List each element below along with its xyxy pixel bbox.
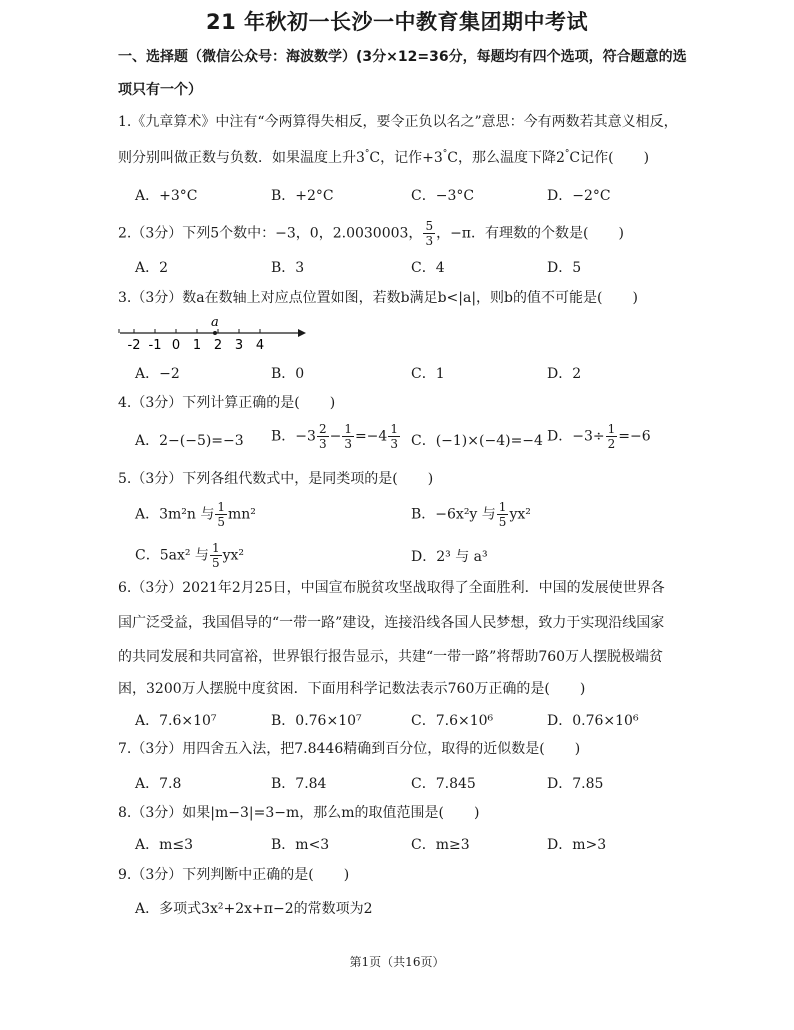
q1-option-d[interactable]: D．−2°C xyxy=(547,188,611,204)
q5-option-c[interactable]: C．5ax² 与 $\frac{1}{5}$ yx² xyxy=(135,541,244,570)
page-footer: 第1页（共16页） xyxy=(349,955,445,969)
q1-option-c[interactable]: C．−3°C xyxy=(411,188,475,204)
q7-stem xyxy=(118,738,580,758)
q5-stem xyxy=(118,468,433,488)
q1-text-c: C，那么温度下降2 xyxy=(447,150,565,166)
q3-option-b[interactable]: B．0 xyxy=(271,366,305,382)
degree-mark: ° xyxy=(442,149,448,159)
q7-text: 7.（3分）用四舍五入法，把7.8446精确到百分位，取得的近似数是( xyxy=(118,741,545,757)
q7-option-c[interactable]: C．7.845 xyxy=(411,776,476,792)
q6-line1: 6.（3分）2021年2月25日，中国宣布脱贫攻坚战取得了全面胜利．中国的发展使世界各 xyxy=(118,580,665,596)
q1-option-a[interactable]: A．+3°C xyxy=(135,188,198,204)
q5-text: 5.（3分）下列各组代数式中，是同类项的是( xyxy=(118,471,398,487)
tick-label: 3 xyxy=(234,338,244,353)
degree-mark: ° xyxy=(564,149,570,159)
q2-paren-close: ) xyxy=(618,225,624,242)
q3-option-a[interactable]: A．−2 xyxy=(135,366,180,382)
q3-paren-close: ) xyxy=(632,290,638,306)
q1-text-e: ) xyxy=(643,150,650,166)
q2-stem xyxy=(118,219,624,248)
q8-option-a[interactable]: A．m≤3 xyxy=(135,837,194,853)
q6-line3: 的共同发展和共同富裕，世界银行报告显示，共建“一带一路”将帮助760万人摆脱极端贫 xyxy=(118,649,664,665)
q6-option-d[interactable]: D．0.76×10⁶ xyxy=(547,713,639,729)
q1-text-b: C，记作+3 xyxy=(369,150,443,166)
q6-line4 xyxy=(118,678,585,698)
tick-label: 1 xyxy=(192,338,202,353)
q2-option-b[interactable]: B．3 xyxy=(271,260,305,276)
tick-label: 4 xyxy=(255,338,265,353)
q1-text-d: C记作( xyxy=(569,150,614,166)
q8-option-b[interactable]: B．m<3 xyxy=(271,837,330,853)
q1-line1: 1.《九章算术》中注有“今两算得失相反，要令正负以名之”意思：今有两数若其意义相反， xyxy=(118,114,678,130)
q5-paren-close: ) xyxy=(427,471,434,487)
q8-option-d[interactable]: D．m>3 xyxy=(547,837,607,853)
q6-text: 困，3200万人摆脱中度贫困．下面用科学记数法表示760万正确的是( xyxy=(118,681,550,697)
tick-label: -2 xyxy=(127,338,141,353)
tick-label: 0 xyxy=(171,338,181,353)
q4-option-d[interactable]: D．−3÷ $\frac{1}{2}$ =−6 xyxy=(547,422,651,451)
tick-label: 2 xyxy=(213,338,223,353)
q4-paren-close: ) xyxy=(329,395,336,411)
q9-option-a[interactable]: A．多项式3x²+2x+π−2的常数项为2 xyxy=(135,901,373,917)
q2-option-d[interactable]: D．5 xyxy=(547,260,582,276)
q4-stem xyxy=(118,392,335,412)
q2-text-a: 2.（3分）下列5个数中：−3，0，2.0030003， xyxy=(118,225,423,242)
q8-paren-close: ) xyxy=(474,805,480,821)
q2-text-b: ，−π．有理数的个数是( xyxy=(436,225,589,242)
q6-paren-close: ) xyxy=(579,681,586,697)
fraction: $\frac{5}{3}$ xyxy=(425,219,434,248)
point-a-marker xyxy=(213,331,217,335)
q2-option-c[interactable]: C．4 xyxy=(411,260,445,276)
degree-mark: ° xyxy=(364,149,370,159)
q5-option-b[interactable]: B．−6x²y 与 $\frac{1}{5}$ yx² xyxy=(411,500,531,529)
q1-text-a: 则分别叫做正数与负数．如果温度上升3 xyxy=(118,150,365,166)
q8-stem xyxy=(118,802,479,822)
q4-text: 4.（3分）下列计算正确的是( xyxy=(118,395,300,411)
q8-text: 8.（3分）如果|m−3|=3−m，那么m的取值范围是( xyxy=(118,805,444,821)
q7-paren-close: ) xyxy=(574,741,581,757)
q3-stem xyxy=(118,287,638,307)
q1-line2 xyxy=(118,147,649,167)
q7-option-b[interactable]: B．7.84 xyxy=(271,776,327,792)
q9-text: 9.（3分）下列判断中正确的是( xyxy=(118,867,314,883)
arrow-icon xyxy=(298,329,306,337)
q7-option-d[interactable]: D．7.85 xyxy=(547,776,604,792)
q4-option-c[interactable]: C．(−1)×(−4)=−4 xyxy=(411,433,543,449)
q9-stem xyxy=(118,864,349,884)
q3-text: 3.（3分）数a在数轴上对应点位置如图，若数b满足b<|a|，则b的值不可能是( xyxy=(118,290,603,306)
point-a-label: a xyxy=(211,315,219,330)
q5-option-a[interactable]: A．3m²n 与 $\frac{1}{5}$ mn² xyxy=(135,500,256,529)
q3-option-c[interactable]: C．1 xyxy=(411,366,445,382)
q6-line2: 国广泛受益，我国倡导的“一带一路”建设，连接沿线各国人民梦想，致力于实现沿线国家 xyxy=(118,615,665,631)
section-heading: 一、选择题（微信公众号：海波数学）(3分×12=36分，每题均有四个选项，符合题意的选项只有一个） xyxy=(118,49,687,98)
q1-option-b[interactable]: B．+2°C xyxy=(271,188,334,204)
number-line-figure xyxy=(118,313,308,353)
q2-option-a[interactable]: A．2 xyxy=(135,260,169,276)
q9-paren-close: ) xyxy=(343,867,350,883)
tick-label: -1 xyxy=(148,338,162,353)
q8-option-c[interactable]: C．m≥3 xyxy=(411,837,470,853)
page-title: 21 年秋初一长沙一中教育集团期中考试 xyxy=(205,10,589,34)
q5-option-d[interactable]: D．2³ 与 a³ xyxy=(411,549,488,565)
q6-option-b[interactable]: B．0.76×10⁷ xyxy=(271,713,362,729)
q4-option-a[interactable]: A．2−(−5)=−3 xyxy=(135,433,244,449)
q6-option-c[interactable]: C．7.6×10⁶ xyxy=(411,713,494,729)
q4-option-b[interactable]: B．−3 $\frac{2}{3}$ − $\frac{1}{3}$ =−4 $\frac{1}{3}$ xyxy=(271,422,398,451)
q6-option-a[interactable]: A．7.6×10⁷ xyxy=(135,713,217,729)
q3-option-d[interactable]: D．2 xyxy=(547,366,582,382)
q7-option-a[interactable]: A．7.8 xyxy=(135,776,182,792)
